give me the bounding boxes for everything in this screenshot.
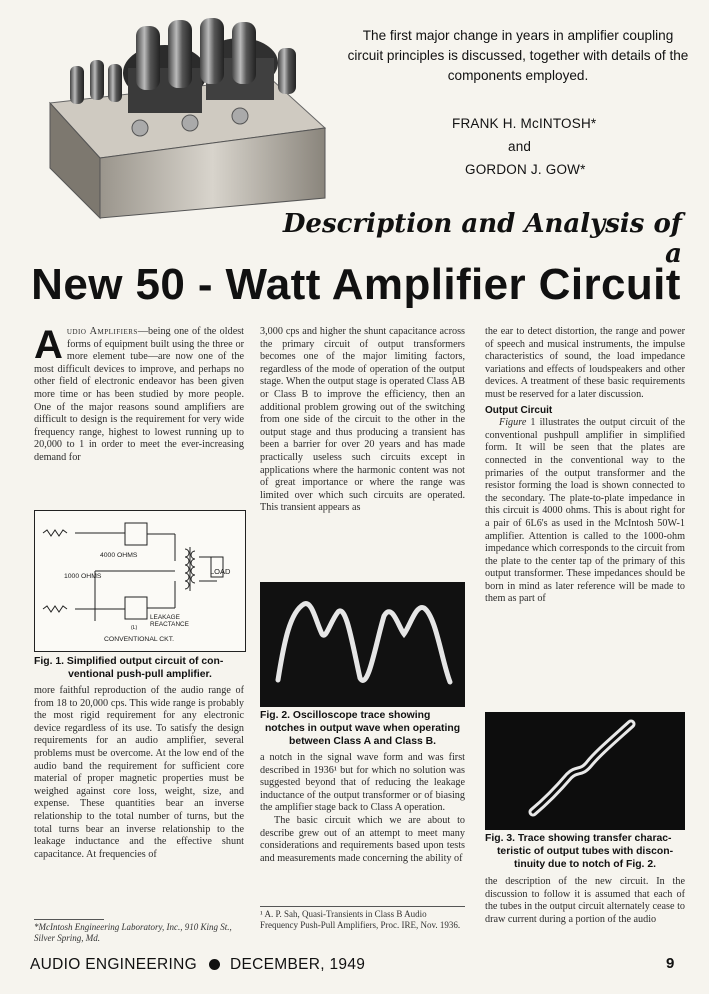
author-2: GORDON J. GOW* [465, 162, 586, 177]
footer-date: DECEMBER, 1949 [230, 956, 366, 973]
column-3-bottom [485, 876, 685, 942]
column-1-bottom [34, 685, 244, 915]
col2-footnote: ¹ A. P. Sah, Quasi-Transients in Class B Audio Frequency Push-Pull Amplifiers, Proc. IRE, Nov. 1936. [260, 909, 461, 930]
col1-para1: —being one of the oldest forms of equipment built using the three or more element tube—are now one of the most difficult devices to improve, and perhaps no other field of electronic endeavor has been given more time or has been studied by more people. One of the major reasons sound amplifiers are difficult to design is the requirement for very wide frequency range, highest to lowest running up to 20,000 to 1 in order to meet the ever-increasing demand for [34, 326, 244, 463]
fig1-label-4000: 4000 OHMS [100, 552, 138, 559]
fig2-caption-line1: Fig. 2. Oscilloscope trace showing [260, 710, 431, 721]
footer-bullet [209, 959, 220, 970]
footnote-rule-1 [34, 919, 104, 920]
col3-para2: 1 illustrates the output circuit of the conventional pushpull amplifier in simplified form. It will be seen that the plates are connected in the conventional way to the primaries of the output transformer and the resistor forming the load is shown connected to the secondary. The plate-to-plate impedance in this circuit is 4000 ohms. This is about right for a pair of 6L6's as used in the McIntosh 50W-1 amplifier. Attention is called to the 1000-ohm impedance which corresponds to the circuit from the plate to the center tap of the primary of this output transformer. These impedances should be born in mind as later reference will be made to them as part of [485, 417, 685, 605]
leakage-symbol: (L) [131, 625, 138, 631]
fig1-caption-line1: Fig. 1. Simplified output circuit of con- [34, 656, 224, 667]
article-blurb: The first major change in years in amplifier coupling circuit principles is discussed, together with details of the components employed. [347, 28, 689, 83]
oscilloscope-trace [278, 604, 450, 682]
column-3-top [485, 326, 685, 706]
page-footer [30, 956, 365, 974]
article-subtitle: Description and Analysis of a [282, 209, 682, 269]
figure-2-caption [260, 709, 465, 748]
figure-1-schematic [34, 510, 246, 652]
input-coil-bottom [43, 606, 67, 612]
lead-smallcaps: udio Amplifiers [66, 326, 138, 337]
fig2-caption-line3: between Class A and Class B. [288, 736, 437, 747]
fig1-label-load: LOAD [210, 567, 231, 576]
page-number: 9 [666, 955, 675, 972]
column-2-top [260, 326, 465, 580]
section-heading-output-circuit: Output Circuit [485, 404, 553, 416]
column-1-top [34, 326, 244, 506]
figure-1-caption [34, 655, 246, 681]
author-and: and [508, 139, 532, 154]
fig1-label-conventional: CONVENTIONAL CKT. [104, 636, 174, 643]
author-1: FRANK H. McINTOSH* [452, 116, 597, 131]
col2-para3: The basic circuit which we are about to describe grew out of an attempt to meet many considerations and requirements based upon tests and measurements made concerning the ability of [260, 814, 465, 864]
figure-2-oscilloscope [260, 582, 465, 707]
fig1-label-1000: 1000 OHMS [64, 573, 102, 580]
fig3-caption-line1: Fig. 3. Trace showing transfer charac- [485, 833, 672, 844]
fig1-caption-line2: ventional push-pull amplifier. [68, 669, 212, 680]
figure-3-caption [485, 832, 685, 871]
fig1-label-leakage: LEAKAGE REACTANCE [150, 614, 189, 628]
col3-figure-ref: Figure [499, 417, 527, 429]
fig2-caption-line2: notches in output wave when operating [264, 723, 461, 734]
col3-para3: the description of the new circuit. In the discussion to follow it is assumed that each of the tubes in the output circuit alternately cease to draw current during a portion of the audio [485, 876, 685, 925]
transfer-trace-inner [533, 724, 631, 812]
drop-cap: A [34, 326, 63, 367]
figure-3-transfer-trace [485, 712, 685, 830]
footer-magazine: AUDIO ENGINEERING [30, 956, 198, 973]
input-coil-top [43, 530, 67, 536]
col3-para1: the ear to detect distortion, the range and power of speech and musical instruments, the impulse characteristics of sound, the load impedance variations and effects of loudspeakers and other devices. A treatment of these basic requirements must be reserved for a later discussion. [485, 326, 685, 400]
amplifier-photo [40, 8, 330, 223]
fig3-caption-line2: teristic of output tubes with discon- [496, 846, 674, 857]
col2-para1: 3,000 cps and higher the shunt capacitance across the primary circuit of output transformers becomes one of the major limiting factors, regardless of the mode of operation of the output stage. When the output stage is operated Class AB or Class B to improve the efficiency, then an additional problem growing out of the switching from one side of the circuit to the other in the output stage and thus producing a transient has been a barrier for over 20 years and has made practically useless such circuits except in applications where the harmonic content was not of great importance or where the range was limited over which such circuits are operated. This transient appears as [260, 326, 465, 514]
fig3-caption-line3: tinuity due to notch of Fig. 2. [514, 859, 656, 870]
column-2-bottom [260, 752, 465, 904]
article-title: New 50 - Watt Amplifier Circuit [31, 260, 681, 309]
col2-para2: a notch in the signal wave form and was first described in 1936¹ but for which no solution was suggested beyond that of reducing the leakage inductance of the output transformer or of biasing the amplifier stage back to Class A operation. [260, 752, 465, 814]
col1-para2: more faithful reproduction of the audio range of from 18 to 20,000 cps. This wide range is probably the most rigid requirement for any electronic device regardless of its use. To satisfy the design requirements for an audio amplifier, several problems must be overcome. At the low end of the audio band the requirement for sufficient core material of proper magnetic properties must be weighed against core loss, weight, size, and expense. These quantities bear an inverse relationship to the total number of turns, but the total turns bear an inverse relationship to the leakage inductance and the effective shunt capacitance. At frequencies of [34, 685, 244, 860]
footnote-rule-2 [260, 906, 465, 907]
col1-footnote: *McIntosh Engineering Laboratory, Inc., 910 King St., Silver Spring, Md. [34, 922, 232, 943]
